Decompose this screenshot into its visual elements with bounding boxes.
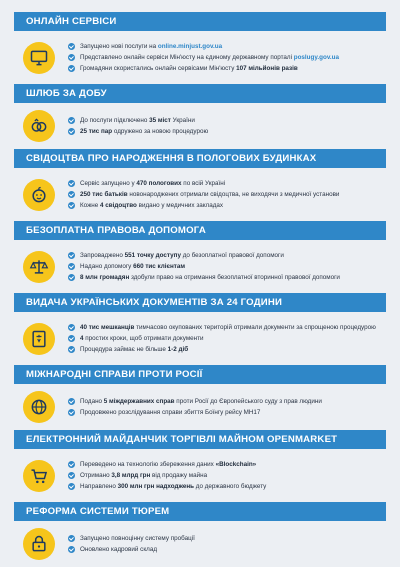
highlight-figure: 35 міст (149, 117, 171, 124)
list-item-text (80, 200, 223, 211)
section (0, 430, 400, 502)
list-item-text (80, 533, 195, 544)
list-item-text (80, 126, 208, 137)
list-item (68, 344, 376, 355)
highlight-figure: 107 мільйонів разів (236, 65, 298, 72)
baby-icon (23, 179, 55, 211)
list-item-text (80, 333, 204, 344)
list-item (68, 52, 339, 63)
text-fragment: Запущено повноцінну систему пробації (80, 535, 195, 542)
list-item (68, 333, 376, 344)
check-icon (68, 180, 75, 187)
section (0, 149, 400, 221)
text-fragment: Запроваджено (80, 252, 125, 259)
check-icon (68, 117, 75, 124)
document-icon (23, 323, 55, 355)
list-item (68, 115, 208, 126)
highlight-figure: 250 тис батьків (80, 191, 128, 198)
text-fragment: до державного бюджету (194, 483, 267, 490)
list-item (68, 189, 339, 200)
check-icon (68, 472, 75, 479)
section-body (14, 240, 386, 293)
list-item-text (80, 52, 339, 63)
list-item (68, 322, 376, 333)
check-icon (68, 461, 75, 468)
section (0, 293, 400, 365)
list-item-text (80, 322, 376, 333)
check-icon (68, 128, 75, 135)
list-item-text (80, 115, 195, 126)
check-icon (68, 335, 75, 342)
list-item (68, 178, 339, 189)
text-fragment: одружено за новою процедурою (112, 128, 209, 135)
monitor-icon (23, 42, 55, 74)
section-body (14, 31, 386, 84)
portal-link[interactable]: poslugy.gov.ua (293, 54, 339, 61)
rings-icon (23, 110, 55, 142)
bullet-list (68, 322, 376, 355)
section-title: РЕФОРМА СИСТЕМИ ТЮРЕМ (14, 502, 386, 521)
list-item (68, 407, 322, 418)
list-item (68, 126, 208, 137)
check-icon (68, 54, 75, 61)
list-item (68, 261, 340, 272)
highlight-figure: 25 тис пар (80, 128, 113, 135)
text-fragment: Процедура займає не більше (80, 346, 168, 353)
check-icon (68, 409, 75, 416)
list-item-text (80, 344, 188, 355)
check-icon (68, 346, 75, 353)
text-fragment: видано у медичних закладах (136, 202, 224, 209)
list-item-text (80, 396, 322, 407)
list-item (68, 63, 339, 74)
list-item-text (80, 459, 256, 470)
list-item-text (80, 544, 157, 555)
list-item-text (80, 189, 339, 200)
text-fragment: Сервіс запущено у (80, 180, 137, 187)
section-title: ЕЛЕКТРОННИЙ МАЙДАНЧИК ТОРГІВЛІ МАЙНОМ OPENMARKET (14, 430, 386, 449)
text-fragment: Кожне (80, 202, 101, 209)
bullet-list (68, 533, 195, 555)
globe-icon (23, 391, 55, 423)
list-item-text (80, 261, 185, 272)
highlight-figure: 4 (80, 335, 84, 342)
text-fragment: Запущено нові послуги на (80, 43, 158, 50)
section-title: БЕЗОПЛАТНА ПРАВОВА ДОПОМОГА (14, 221, 386, 240)
section-title: МІЖНАРОДНІ СПРАВИ ПРОТИ РОСІЇ (14, 365, 386, 384)
section-title: ВИДАЧА УКРАЇНСЬКИХ ДОКУМЕНТІВ ЗА 24 ГОДИНИ (14, 293, 386, 312)
list-item-text (80, 41, 222, 52)
section (0, 502, 400, 567)
check-icon (68, 274, 75, 281)
list-item-text (80, 250, 284, 261)
section-body (14, 168, 386, 221)
scales-icon (23, 251, 55, 283)
bullet-list (68, 396, 322, 418)
list-item-text (80, 63, 298, 74)
highlight-figure: 1-2 діб (167, 346, 189, 353)
section (0, 84, 400, 149)
text-fragment: здобули право на отримання безоплатної вторинної правової допомоги (129, 274, 340, 281)
highlight-figure: 5 міждержавних справ (103, 398, 175, 405)
check-icon (68, 191, 75, 198)
check-icon (68, 483, 75, 490)
section-body (14, 449, 386, 502)
highlight-figure: 8 млн громадян (80, 274, 130, 281)
list-item (68, 250, 340, 261)
highlight-figure: 40 тис мешканців (80, 324, 135, 331)
list-item (68, 41, 339, 52)
section (0, 221, 400, 293)
text-fragment: проти Росії до Європейського суду з прав людини (174, 398, 322, 405)
text-fragment: Отримано (80, 472, 112, 479)
highlight-figure: 660 тис клієнтам (133, 263, 186, 270)
bullet-list (68, 250, 340, 283)
text-fragment: тимчасово окупованих територій отримали документи за спрощеною процедурою (134, 324, 376, 331)
highlight-figure: 4 свідоцтво (100, 202, 137, 209)
text-fragment: До послуги підключено (80, 117, 150, 124)
check-icon (68, 398, 75, 405)
text-fragment: Представлено онлайн сервіси Мін'юсту на єдиному державному порталі (80, 54, 294, 61)
text-fragment: по всій Україні (181, 180, 226, 187)
section (0, 365, 400, 430)
text-fragment: Переведено на технологію збереження даних (80, 461, 216, 468)
list-item-text (80, 178, 225, 189)
list-item-text (80, 407, 260, 418)
text-fragment: новонароджених отримали свідоцтва, не виходячи з медичної установи (127, 191, 340, 198)
highlight-figure: 3,8 млрд грн (111, 472, 151, 479)
list-item (68, 200, 339, 211)
text-fragment: простих кроки, щоб отримати документи (83, 335, 204, 342)
text-fragment: Продовжено розслідування справи збиття Боїнгу рейсу МН17 (80, 409, 261, 416)
section-body (14, 103, 386, 149)
list-item (68, 272, 340, 283)
highlight-figure: 551 точку доступу (124, 252, 181, 259)
section-title: СВІДОЦТВА ПРО НАРОДЖЕННЯ В ПОЛОГОВИХ БУДИНКАХ (14, 149, 386, 168)
bullet-list (68, 115, 208, 137)
bullet-list (68, 178, 339, 211)
check-icon (68, 263, 75, 270)
check-icon (68, 43, 75, 50)
check-icon (68, 252, 75, 259)
text-fragment: Надано допомогу (80, 263, 134, 270)
list-item (68, 481, 266, 492)
section-title: ШЛЮБ ЗА ДОБУ (14, 84, 386, 103)
check-icon (68, 535, 75, 542)
section-body (14, 521, 386, 567)
bullet-list (68, 41, 339, 74)
list-item-text (80, 470, 207, 481)
check-icon (68, 324, 75, 331)
bullet-list (68, 459, 266, 492)
list-item (68, 544, 195, 555)
text-fragment: до безоплатної правової допомоги (180, 252, 284, 259)
section-body (14, 312, 386, 365)
text-fragment: Громадяни скористались онлайн сервісами Мін'юсту (80, 65, 237, 72)
text-fragment: від продажу майна (150, 472, 208, 479)
check-icon (68, 65, 75, 72)
portal-link[interactable]: online.minjust.gov.ua (157, 43, 223, 50)
check-icon (68, 546, 75, 553)
list-item (68, 470, 266, 481)
section-title: ОНЛАЙН СЕРВІСИ (14, 12, 386, 31)
highlight-figure: 300 млн грн надходжень (117, 483, 195, 490)
cart-icon (23, 460, 55, 492)
section (0, 12, 400, 84)
highlight-figure: 470 пологових (136, 180, 182, 187)
list-item-text (80, 272, 340, 283)
text-fragment: Направлено (80, 483, 118, 490)
text-fragment: Подано (80, 398, 104, 405)
text-fragment: Оновлено кадровий склад (80, 546, 158, 553)
highlight-figure: «Blockchain» (215, 461, 257, 468)
list-item (68, 396, 322, 407)
list-item (68, 533, 195, 544)
list-item (68, 459, 266, 470)
list-item-text (80, 481, 266, 492)
lock-icon (23, 528, 55, 560)
section-body (14, 384, 386, 430)
check-icon (68, 202, 75, 209)
text-fragment: України (170, 117, 195, 124)
